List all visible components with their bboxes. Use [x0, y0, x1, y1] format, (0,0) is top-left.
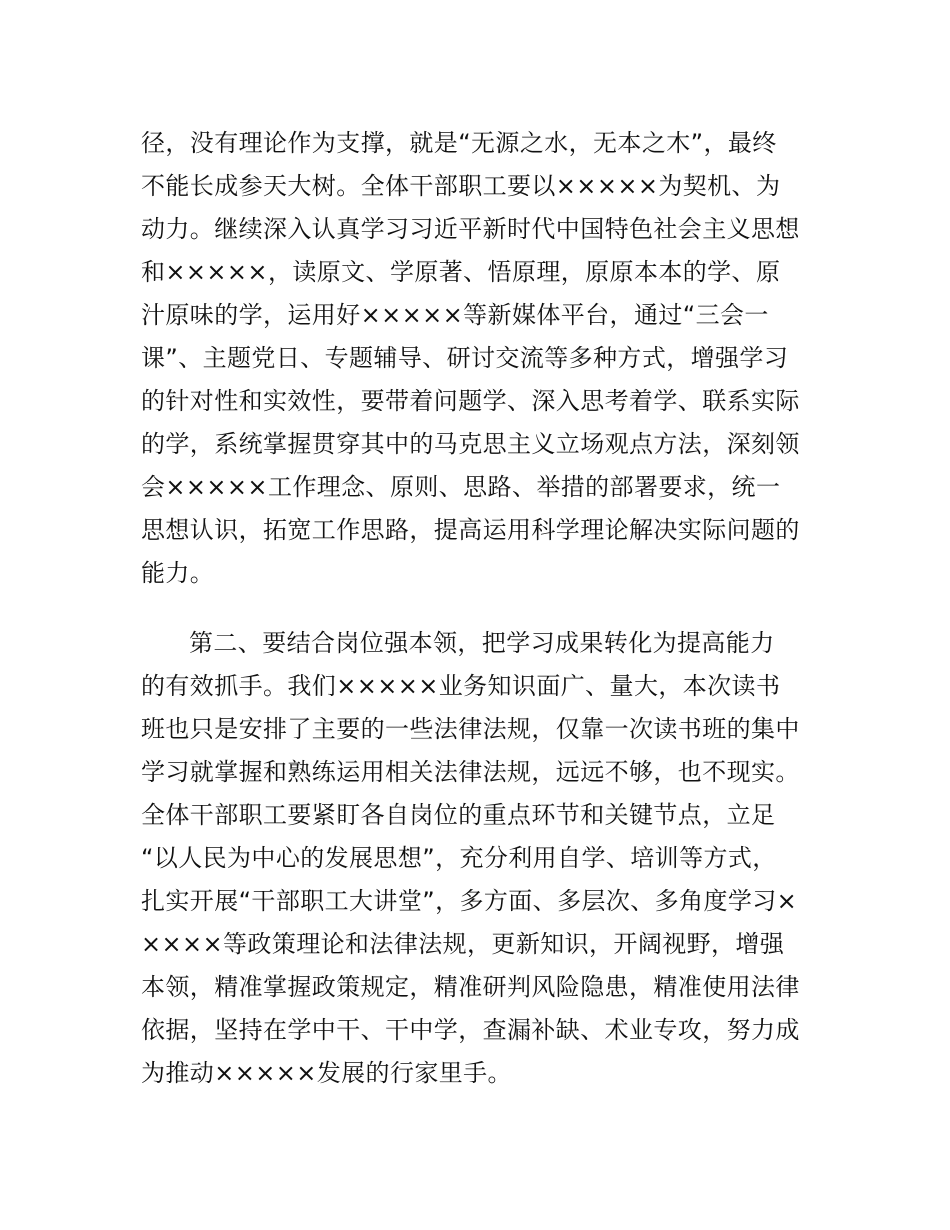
paragraph-2-line: “以人民为中心的发展思想”，充分利用自学、培训等方式，	[141, 844, 777, 872]
paragraph-1-line: 动力。继续深入认真学习习近平新时代中国特色社会主义思想	[141, 215, 800, 243]
paragraph-2-line: 班也只是安排了主要的一些法律法规，仅靠一次读书班的集中	[141, 715, 800, 743]
paragraph-1-line: 能力。	[141, 559, 215, 587]
paragraph-1-line: 的学，系统掌握贯穿其中的马克思主义立场观点方法，深刻领	[141, 430, 800, 458]
paragraph-2-line: 依据，坚持在学中干、干中学，查漏补缺、术业专攻，努力成	[141, 1016, 800, 1044]
paragraph-1	[141, 122, 821, 595]
paragraph-2	[141, 622, 821, 1095]
paragraph-1-line: 和×××××，读原文、学原著、悟原理，原原本本的学、原	[141, 258, 781, 286]
paragraph-2-line: 全体干部职工要紧盯各自岗位的重点环节和关键节点，立足	[141, 801, 776, 829]
paragraph-2-line: 学习就掌握和熟练运用相关法律法规，远远不够，也不现实。	[141, 758, 800, 786]
paragraph-1-line: 会×××××工作理念、原则、思路、举措的部署要求，统一	[141, 473, 781, 501]
paragraph-2-line: 的有效抓手。我们×××××业务知识面广、量大，本次读书	[141, 672, 781, 700]
paragraph-1-line: 汁原味的学，运用好×××××等新媒体平台，通过“三会一	[141, 301, 769, 329]
document-body	[141, 122, 821, 1095]
paragraph-2-line: 第二、要结合岗位强本领，把学习成果转化为提高能力	[189, 629, 775, 657]
paragraph-2-line: 扎实开展“干部职工大讲堂”，多方面、多层次、多角度学习×	[141, 887, 798, 915]
paragraph-2-line: ××××等政策理论和法律法规，更新知识，开阔视野，增强	[141, 930, 785, 958]
paragraph-gap	[141, 595, 821, 622]
paragraph-1-line: 不能长成参天大树。全体干部职工要以×××××为契机、为	[141, 172, 781, 200]
paragraph-1-line: 思想认识，拓宽工作思路，提高运用科学理论解决实际问题的	[141, 516, 800, 544]
paragraph-1-line: 的针对性和实效性，要带着问题学、深入思考着学、联系实际	[141, 387, 800, 415]
paragraph-2-line: 本领，精准掌握政策规定，精准研判风险隐患，精准使用法律	[141, 973, 800, 1001]
paragraph-2-line: 为推动×××××发展的行家里手。	[141, 1059, 512, 1087]
paragraph-1-line: 径，没有理论作为支撑，就是“无源之水，无本之木”，最终	[141, 129, 777, 157]
paragraph-1-line: 课”、主题党日、专题辅导、研讨交流等多种方式，增强学习	[141, 344, 789, 372]
